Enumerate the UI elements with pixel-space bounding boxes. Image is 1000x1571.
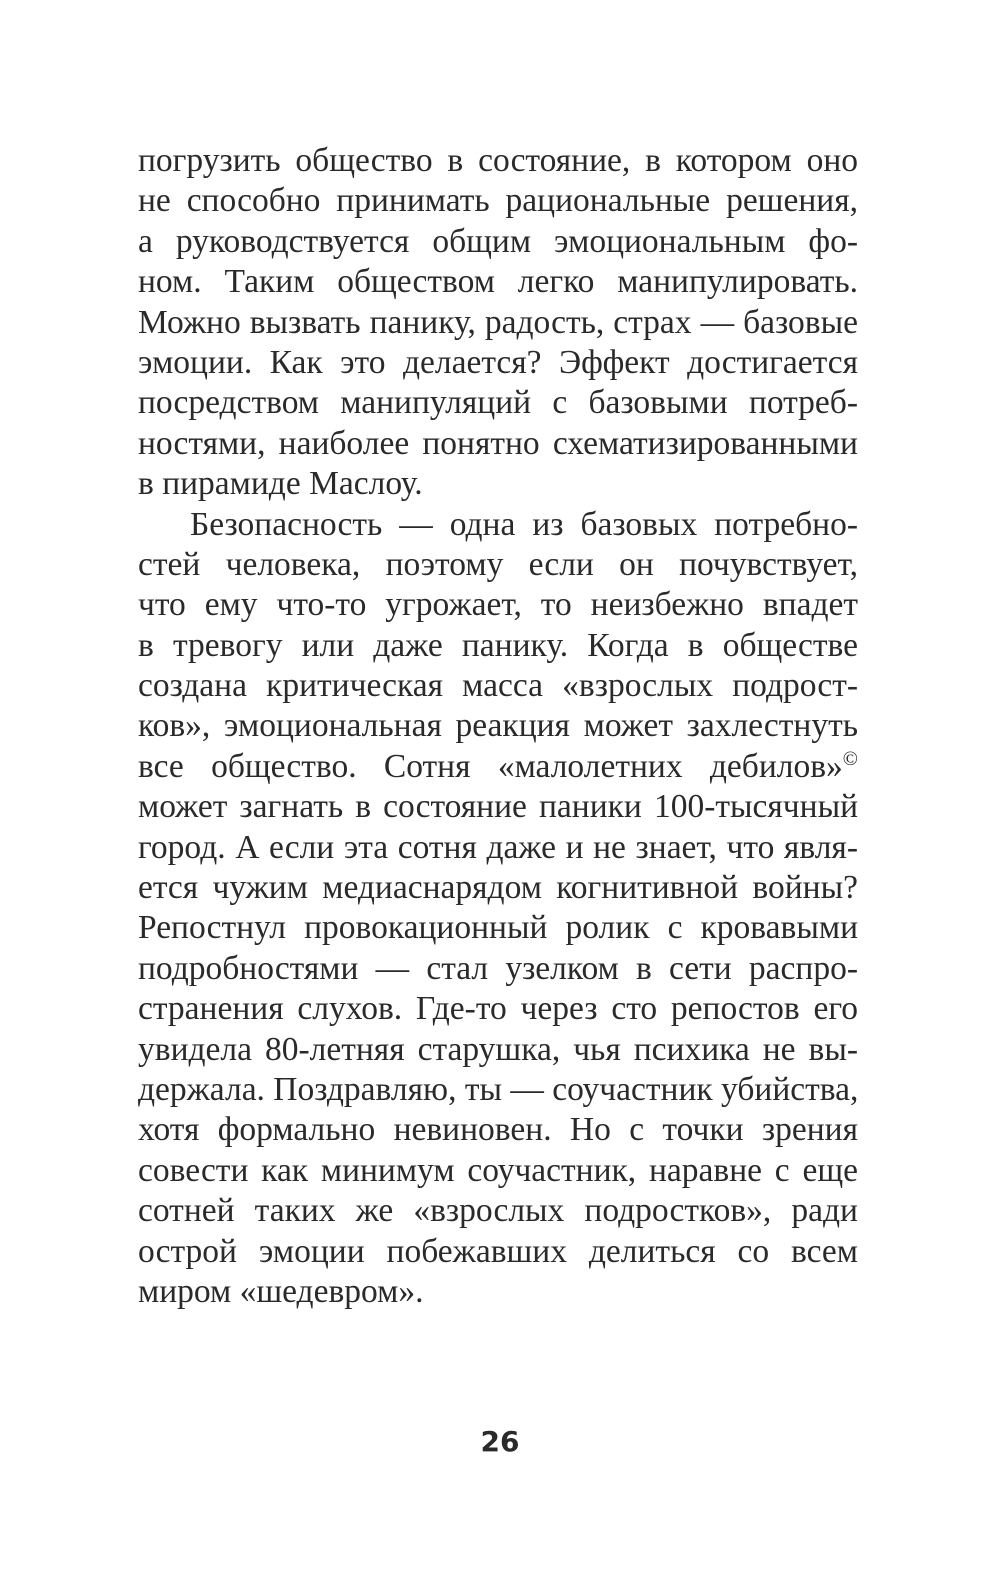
- text-line: создана критическая масса «взрослых подрост-: [138, 667, 858, 705]
- paragraph-1: [138, 141, 858, 505]
- text-line: ется чужим медиаснарядом когнитивной войны?: [138, 869, 858, 907]
- text-line: ностями, наиболее понятно схематизированными: [138, 424, 858, 462]
- text-line: а руководствуется общим эмоциональным фо-: [138, 222, 858, 260]
- text-line-with-footnote: [138, 747, 858, 787]
- text-line: в тревогу или даже панику. Когда в обществе: [138, 626, 858, 664]
- text-line: ков», эмоциональная реакция может захлестнуть: [138, 707, 858, 745]
- text-line: может загнать в состояние паники 100-тысячный: [138, 788, 858, 826]
- text-line: острой эмоции побежавших делиться со всем: [138, 1232, 858, 1270]
- text-line: Можно вызвать панику, радость, страх — базовые: [138, 303, 858, 341]
- text-line: погрузить общество в состояние, в котором оно: [138, 142, 858, 179]
- text-line: все общество. Сотня «малолетних дебилов»: [138, 747, 843, 785]
- text-line: подробностями — стал узелком в сети распро-: [138, 949, 858, 987]
- text-line: ном. Таким обществом легко манипулировать.: [138, 263, 858, 301]
- text-line: посредством манипуляций с базовыми потреб-: [138, 384, 858, 422]
- body-text: [138, 141, 858, 1312]
- copyright-mark: ©: [842, 747, 858, 770]
- text-line: совести как минимум соучастник, наравне с еще: [138, 1151, 858, 1189]
- paragraph-2: [138, 505, 858, 1313]
- text-line: странения слухов. Где-то через сто репостов его: [138, 990, 858, 1028]
- text-line: эмоции. Как это делается? Эффект достигается: [138, 343, 858, 381]
- text-line: в пирамиде Маслоу.: [138, 465, 423, 503]
- text-line: Безопасность — одна из базовых потребно-: [190, 505, 858, 543]
- text-line: миром «шедевром».: [138, 1272, 424, 1310]
- text-line: город. А если эта сотня даже и не знает, что явля-: [138, 828, 858, 866]
- text-line: Репостнул провокационный ролик с кровавыми: [138, 909, 858, 947]
- text-line: держала. Поздравляю, ты — соучастник убийства,: [138, 1070, 859, 1108]
- text-line: стей человека, поэтому если он почувствует,: [138, 545, 858, 583]
- text-line: увидела 80-летняя старушка, чья психика не вы-: [138, 1030, 858, 1068]
- text-line: хотя формально невиновен. Но с точки зрения: [138, 1111, 858, 1149]
- page-number: 26: [480, 1425, 520, 1458]
- text-line: сотней таких же «взрослых подростков», ради: [138, 1192, 858, 1230]
- text-line: что ему что-то угрожает, то неизбежно впадет: [138, 586, 858, 624]
- text-line: не способно принимать рациональные решения,: [138, 182, 858, 220]
